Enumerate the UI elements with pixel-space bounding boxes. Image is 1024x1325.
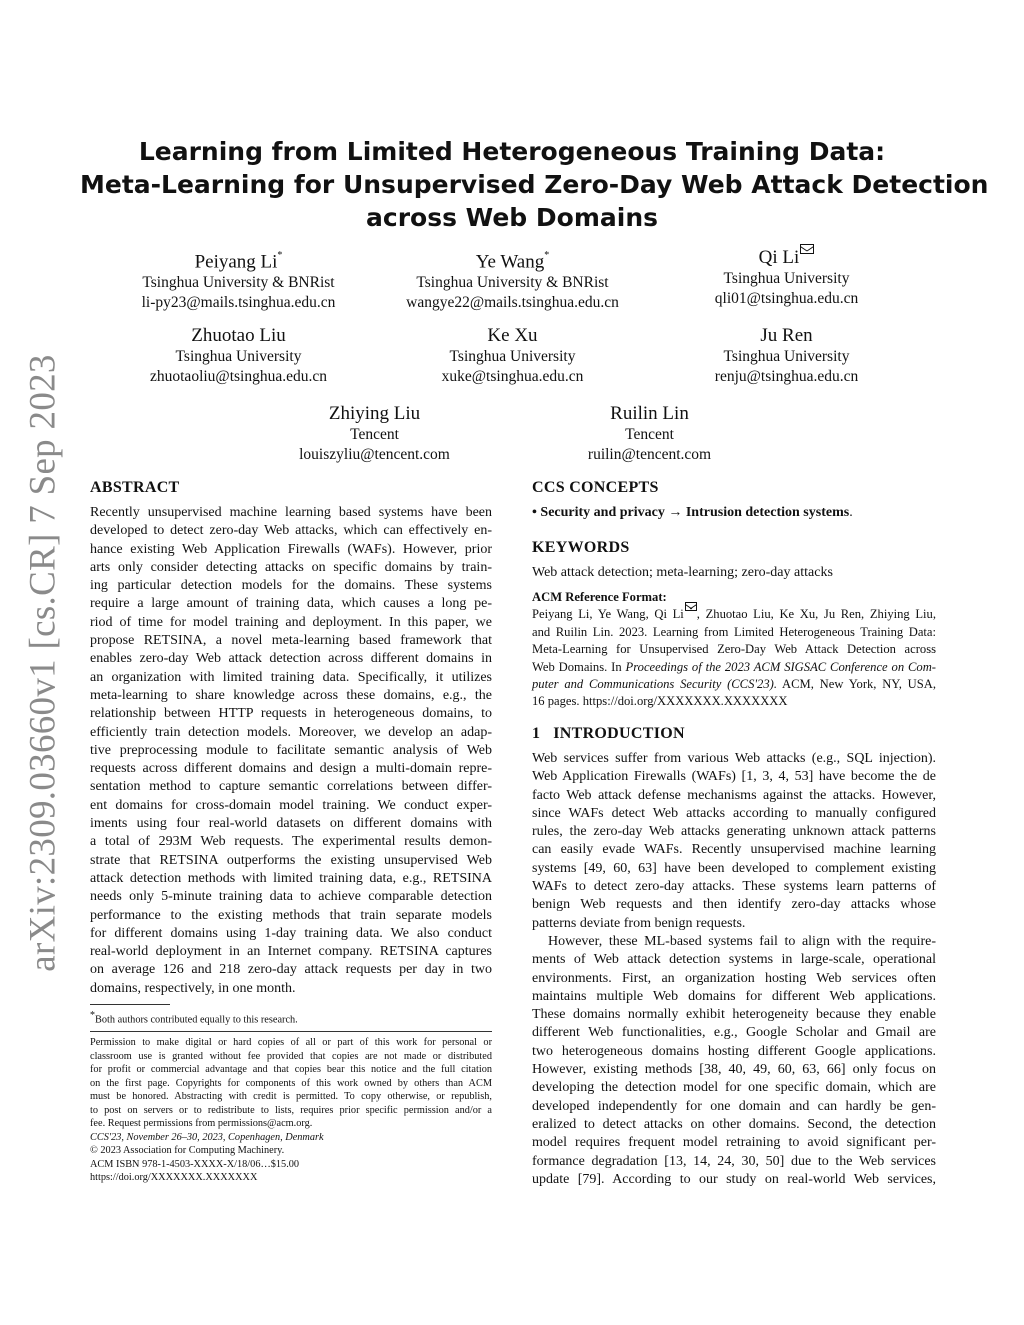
author-affiliation: Tsinghua University & BNRist: [142, 274, 335, 292]
abstract-body: [90, 504, 492, 998]
author-affiliation: Tencent: [350, 426, 399, 443]
footnote-mark: *: [90, 1010, 95, 1021]
intro-line: systems [49, 60, 63] have been developed to complement existing: [532, 860, 936, 876]
permission-block: [90, 1036, 492, 1185]
author-affiliation: Tsinghua University: [723, 348, 850, 365]
abstract-line: Recently unsupervised machine learning based systems have been: [90, 505, 492, 520]
reference-authors-end: , Zhuotao Liu, Ke Xu, Ju Ren, Zhiying Liu,: [696, 607, 936, 622]
keywords-section: [532, 538, 936, 582]
abstract-line: attack detection methods with limited training data, e.g., RETSINA: [90, 870, 492, 886]
footnote-rule: [90, 1004, 170, 1005]
permission-line: to post on servers or to redistribute to lists, requires prior specific permission and/or a: [90, 1104, 492, 1116]
introduction-section: [532, 724, 936, 1189]
abstract-line: meta-learning to share knowledge across these domains, e.g., the: [90, 687, 492, 703]
author-email: wangye22@mails.tsinghua.edu.cn: [406, 294, 619, 312]
abstract-line: strate that RETSINA outperforms the existing unsupervised Web: [90, 852, 492, 868]
abstract-line: for different domains using 1-day training data. We also conduct: [90, 925, 492, 941]
ccs-body: [532, 504, 936, 522]
ccs-bullet: •: [532, 505, 537, 520]
intro-line: maintains multiple Web domains for different Web applications.: [532, 988, 936, 1004]
abstract-line: developed to detect zero-day Web attacks, which can effectively en-: [90, 523, 492, 539]
permission-line: must be honored. Abstracting with credit is permitted. To copy otherwise, or republish,: [90, 1091, 492, 1102]
reference-proceedings: Proceedings of the 2023 ACM SIGSAC Conference on Com-: [625, 659, 936, 674]
permission-line: classroom use is granted without fee provided that copies are not made or distributed: [90, 1050, 492, 1062]
intro-line: Web services suffer from various Web attacks (e.g., SQL injection).: [532, 751, 936, 766]
intro-line: can easily evade WAFs. Recently unsupervised machine learning: [532, 842, 936, 858]
equal-contribution-mark: *: [544, 250, 550, 261]
intro-line: facto Web attack defense mechanisms against the attacks. However,: [532, 787, 936, 803]
abstract-line: needs only 5-minute training data to achieve comparable detection: [90, 889, 492, 905]
abstract-section: [90, 478, 492, 998]
equal-contribution-mark: *: [277, 250, 283, 261]
isbn-line: ACM ISBN 978-1-4503-XXXX-X/18/06…$15.00: [90, 1158, 300, 1170]
permission-line: fee. Request permissions from permissions@acm.org.: [90, 1118, 313, 1129]
corresponding-author-envelope-icon: [685, 602, 697, 611]
section-number: 1: [532, 725, 541, 742]
intro-line: WAFs to detect zero-day attacks. These systems learn patterns of: [532, 879, 936, 895]
permission-rule: [90, 1031, 492, 1032]
author-name: Peiyang Li: [194, 251, 278, 273]
author-block: [80, 325, 397, 387]
author-name: Zhuotao Liu: [191, 325, 286, 346]
intro-line: model requires frequent model retraining to avoid significant per-: [532, 1135, 936, 1151]
author-block: [628, 325, 945, 387]
author-block: [354, 325, 671, 387]
title-line-2: Meta-Learning for Unsupervised Zero-Day Web Attack Detection: [80, 170, 989, 199]
abstract-line: a total of 293M Web requests. The experimental results demon-: [90, 834, 492, 850]
title-line-1: Learning from Limited Heterogeneous Training Data:: [138, 137, 886, 166]
abstract-line: relationship between HTTP requests in heterogeneous domains, to: [90, 706, 492, 722]
reference-line: [532, 659, 936, 676]
author-affiliation: Tsinghua University: [175, 348, 302, 365]
author-block: [491, 403, 808, 465]
footnote-text: Both authors contributed equally to this research.: [95, 1014, 298, 1026]
intro-paragraph-2: [532, 933, 936, 1189]
abstract-line: domains, respectively, in one month.: [90, 980, 296, 996]
intro-line: since WAFs detect Web attacks according to manually configured: [532, 805, 936, 821]
abstract-line: riod of time for model training and deployment. In this paper, we: [90, 614, 492, 630]
keywords-text: Web attack detection; meta-learning; zero-day attacks: [532, 565, 833, 580]
author-name: Ruilin Lin: [610, 403, 689, 424]
intro-line: two heterogeneous domains hosting different Google applications.: [532, 1043, 936, 1059]
author-email: xuke@tsinghua.edu.cn: [441, 368, 584, 385]
author-block: [354, 247, 671, 313]
intro-line: Web Application Firewalls (WAFs) [1, 3, 4, 53] have become the de: [532, 769, 936, 785]
permission-line: Permission to make digital or hard copies of all or part of this work for personal or: [90, 1037, 492, 1048]
intro-line: eralized to detect attacks on other domains. Second, the detection: [532, 1116, 936, 1132]
ccs-heading: CCS CONCEPTS: [532, 479, 659, 496]
abstract-line: enables zero-day Web attack detection across different domains in: [90, 651, 492, 667]
abstract-line: ing particular detection models for the domains. These systems: [90, 578, 492, 594]
ccs-concept: Security and privacy: [540, 505, 665, 520]
footnote: [90, 1009, 492, 1027]
abstract-line: hance existing Web Application Firewalls (WAFs). However, prior: [90, 541, 492, 557]
corresponding-author-envelope-icon: [800, 244, 814, 254]
author-affiliation: Tsinghua University & BNRist: [416, 274, 609, 292]
acm-reference-section: [532, 589, 936, 711]
author-email: louiszyliu@tencent.com: [299, 446, 450, 463]
author-name: Zhiying Liu: [328, 403, 421, 424]
keywords-heading: KEYWORDS: [532, 539, 630, 556]
author-email: ruilin@tencent.com: [587, 446, 712, 463]
reference-line: [532, 606, 936, 623]
intro-paragraph-1: [532, 750, 936, 933]
author-email: renju@tsinghua.edu.cn: [714, 368, 859, 385]
author-name: Qi Li: [758, 247, 800, 268]
author-name: Ye Wang: [475, 251, 545, 273]
intro-line: different Web functionalities, e.g., Google Scholar and Gmail are: [532, 1025, 936, 1041]
author-affiliation: Tsinghua University: [723, 270, 850, 287]
reference-line: [532, 676, 936, 693]
abstract-line: real-world deployment in an Internet company. RETSINA captures: [90, 944, 492, 960]
author-email: qli01@tsinghua.edu.cn: [714, 290, 859, 307]
intro-line: update [79]. According to our study on real-world Web services,: [532, 1171, 936, 1187]
abstract-line: performance to the existing methods that train separate models: [90, 907, 492, 923]
abstract-line: iments using four real-world datasets on different domains with: [90, 816, 492, 832]
reference-line: and Ruilin Lin. 2023. Learning from Limited Heterogeneous Training Data:: [532, 624, 936, 639]
section-title: INTRODUCTION: [553, 725, 685, 742]
intro-line: patterns deviate from benign requests.: [532, 915, 746, 931]
doi-line: https://doi.org/XXXXXXX.XXXXXXX: [90, 1172, 258, 1183]
title-line-3: across Web Domains: [366, 203, 658, 232]
copyright-line: © 2023 Association for Computing Machinery.: [90, 1145, 285, 1156]
reference-proceedings-cont: puter and Communications Security (CCS'23).: [532, 677, 777, 692]
ccs-subconcept: Intrusion detection systems: [685, 505, 850, 520]
abstract-line: tive preprocessing module to facilitate semantic analysis of Web: [90, 742, 492, 758]
intro-line: ments of Web attack detection systems in large-scale, operational: [532, 952, 936, 968]
reference-authors-start: Peiyang Li, Ye Wang, Qi Li: [532, 607, 684, 622]
abstract-line: ent domains for cross-domain model training. We conduct exper-: [90, 797, 492, 813]
author-name: Ju Ren: [760, 325, 813, 346]
reference-line: Meta-Learning for Unsupervised Zero-Day Web Attack Detection across: [532, 642, 936, 657]
ccs-period: .: [849, 505, 853, 520]
ccs-arrow: →: [668, 505, 683, 520]
abstract-line: on average 126 and 218 zero-day attack requests per day in two: [90, 962, 492, 978]
abstract-line: propose RETSINA, a novel meta-learning based framework that: [90, 633, 492, 649]
author-email: li-py23@mails.tsinghua.edu.cn: [141, 294, 336, 312]
intro-line: developed independently for one domain and can hardly be gen-: [532, 1098, 936, 1114]
author-block: [216, 403, 533, 465]
intro-line: benign Web requests and then identify zero-day attacks whose: [532, 897, 936, 913]
author-block: [80, 247, 397, 313]
abstract-heading: ABSTRACT: [90, 479, 180, 496]
abstract-line: sentation method to capture semantic correlations between differ-: [90, 779, 492, 795]
abstract-line: arts only consider detecting attacks on specific domains by train-: [90, 559, 492, 575]
intro-line: rules, the zero-day Web attacks generating unknown attack patterns: [532, 824, 936, 840]
reference-publisher: ACM, New York, NY, USA,: [777, 677, 937, 692]
intro-line: developing the detection model for one specific domain, which are: [532, 1080, 936, 1096]
introduction-heading: [532, 724, 936, 744]
intro-line: However, existing methods [38, 40, 49, 60, 63, 66] only focus on: [532, 1062, 936, 1078]
intro-line: These domains normally exhibit heterogeneity because they enable: [532, 1007, 936, 1023]
reference-line: 16 pages. https://doi.org/XXXXXXX.XXXXXXX: [532, 694, 788, 709]
abstract-line: efficiently train detection models. Moreover, we develop an adap-: [90, 724, 492, 740]
reference-in: Web Domains. In: [532, 659, 626, 674]
permission-line: for profit or commercial advantage and that copies bear this notice and the full citation: [90, 1064, 492, 1075]
author-block: [628, 247, 945, 309]
intro-line: environments. First, an organization hosting Web services often: [532, 970, 936, 986]
abstract-line: require a large amount of training data, which causes a long pe-: [90, 596, 492, 612]
ccs-concepts-section: [532, 478, 936, 522]
intro-line: formance degradation [13, 14, 24, 30, 50] due to the Web services: [532, 1153, 936, 1169]
arxiv-stamp-text: arXiv:2309.03660v1 [cs.CR] 7 Sep 2023: [22, 353, 64, 972]
author-email: zhuotaoliu@tsinghua.edu.cn: [150, 368, 327, 385]
author-name: Ke Xu: [487, 325, 538, 346]
venue-line: [90, 1131, 492, 1145]
author-affiliation: Tencent: [625, 426, 674, 443]
intro-line: However, these ML-based systems fail to align with the require-: [548, 933, 936, 949]
permission-line: on the first page. Copyrights for components of this work owned by others than ACM: [90, 1077, 492, 1089]
paper-title: [80, 135, 989, 234]
abstract-line: requests across different domains and design a multi-domain repre-: [90, 761, 492, 777]
abstract-line: an organization with limited training data. Specifically, it utilizes: [90, 669, 492, 685]
author-affiliation: Tsinghua University: [449, 348, 576, 365]
arxiv-stamp: [18, 353, 68, 972]
reference-heading: ACM Reference Format:: [532, 590, 667, 604]
venue-text: CCS'23, November 26–30, 2023, Copenhagen, Denmark: [90, 1131, 324, 1143]
